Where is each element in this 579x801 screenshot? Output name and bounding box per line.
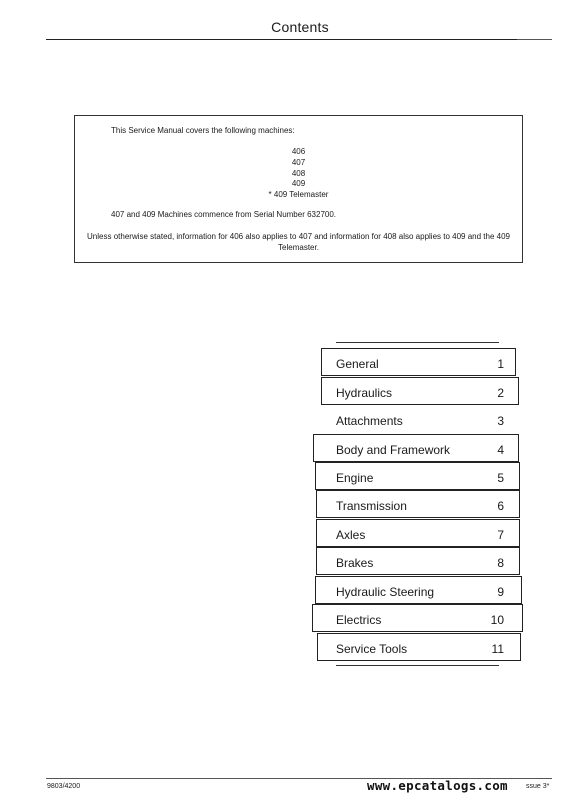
model-item: * 409 Telemaster: [268, 190, 329, 200]
document-code: 9803/4200: [47, 783, 81, 790]
toc-number-axles: 7: [497, 528, 504, 542]
toc-number-general: 1: [497, 357, 504, 371]
toc-label-service-tools: Service Tools: [336, 642, 408, 656]
toc-label-body-and-framework: Body and Framework: [336, 443, 451, 457]
toc-label-transmission: Transmission: [336, 499, 407, 513]
toc-label-brakes: Brakes: [336, 556, 374, 570]
watermark-link[interactable]: www.epcatalogs.com: [367, 778, 508, 793]
applicability-note: Unless otherwise stated, information for 406 also applies to 407 and information for 408 also applies to 409 and the 409 Telemaster.: [87, 232, 510, 252]
toc-label-general: General: [336, 357, 379, 371]
toc-label-hydraulics: Hydraulics: [336, 386, 393, 400]
serial-number-note: 407 and 409 Machines commence from Serial Number 632700.: [111, 210, 337, 219]
machines-intro: This Service Manual covers the following machines:: [111, 126, 295, 135]
header-divider-extension: [517, 39, 552, 40]
toc-number-hydraulics: 2: [497, 386, 504, 400]
machines-info-box: [74, 115, 523, 263]
toc-label-attachments: Attachments: [336, 414, 403, 428]
model-item: 407: [291, 157, 306, 167]
toc-number-body-and-framework: 4: [497, 443, 504, 457]
header-divider: [46, 39, 517, 40]
model-item: 408: [291, 168, 306, 178]
toc-top-divider: [336, 342, 499, 343]
model-item: 406: [291, 147, 306, 156]
model-item: 409: [291, 179, 306, 189]
toc-number-engine: 5: [497, 471, 504, 485]
toc-label-hydraulic-steering: Hydraulic Steering: [336, 585, 435, 599]
toc-number-attachments: 3: [497, 414, 504, 428]
toc-label-axles: Axles: [336, 528, 366, 542]
toc-bottom-divider: [336, 665, 499, 666]
toc-number-electrics: 10: [490, 613, 504, 627]
toc-number-transmission: 6: [497, 499, 504, 513]
page-title: Contents: [271, 19, 329, 35]
toc-number-service-tools: 11: [491, 642, 504, 656]
model-list: [75, 147, 522, 201]
toc-number-hydraulic-steering: 9: [497, 585, 504, 599]
toc-label-engine: Engine: [336, 471, 374, 485]
issue-label: ssue 3*: [526, 783, 550, 790]
toc-number-brakes: 8: [497, 556, 504, 570]
toc-label-electrics: Electrics: [336, 613, 382, 627]
